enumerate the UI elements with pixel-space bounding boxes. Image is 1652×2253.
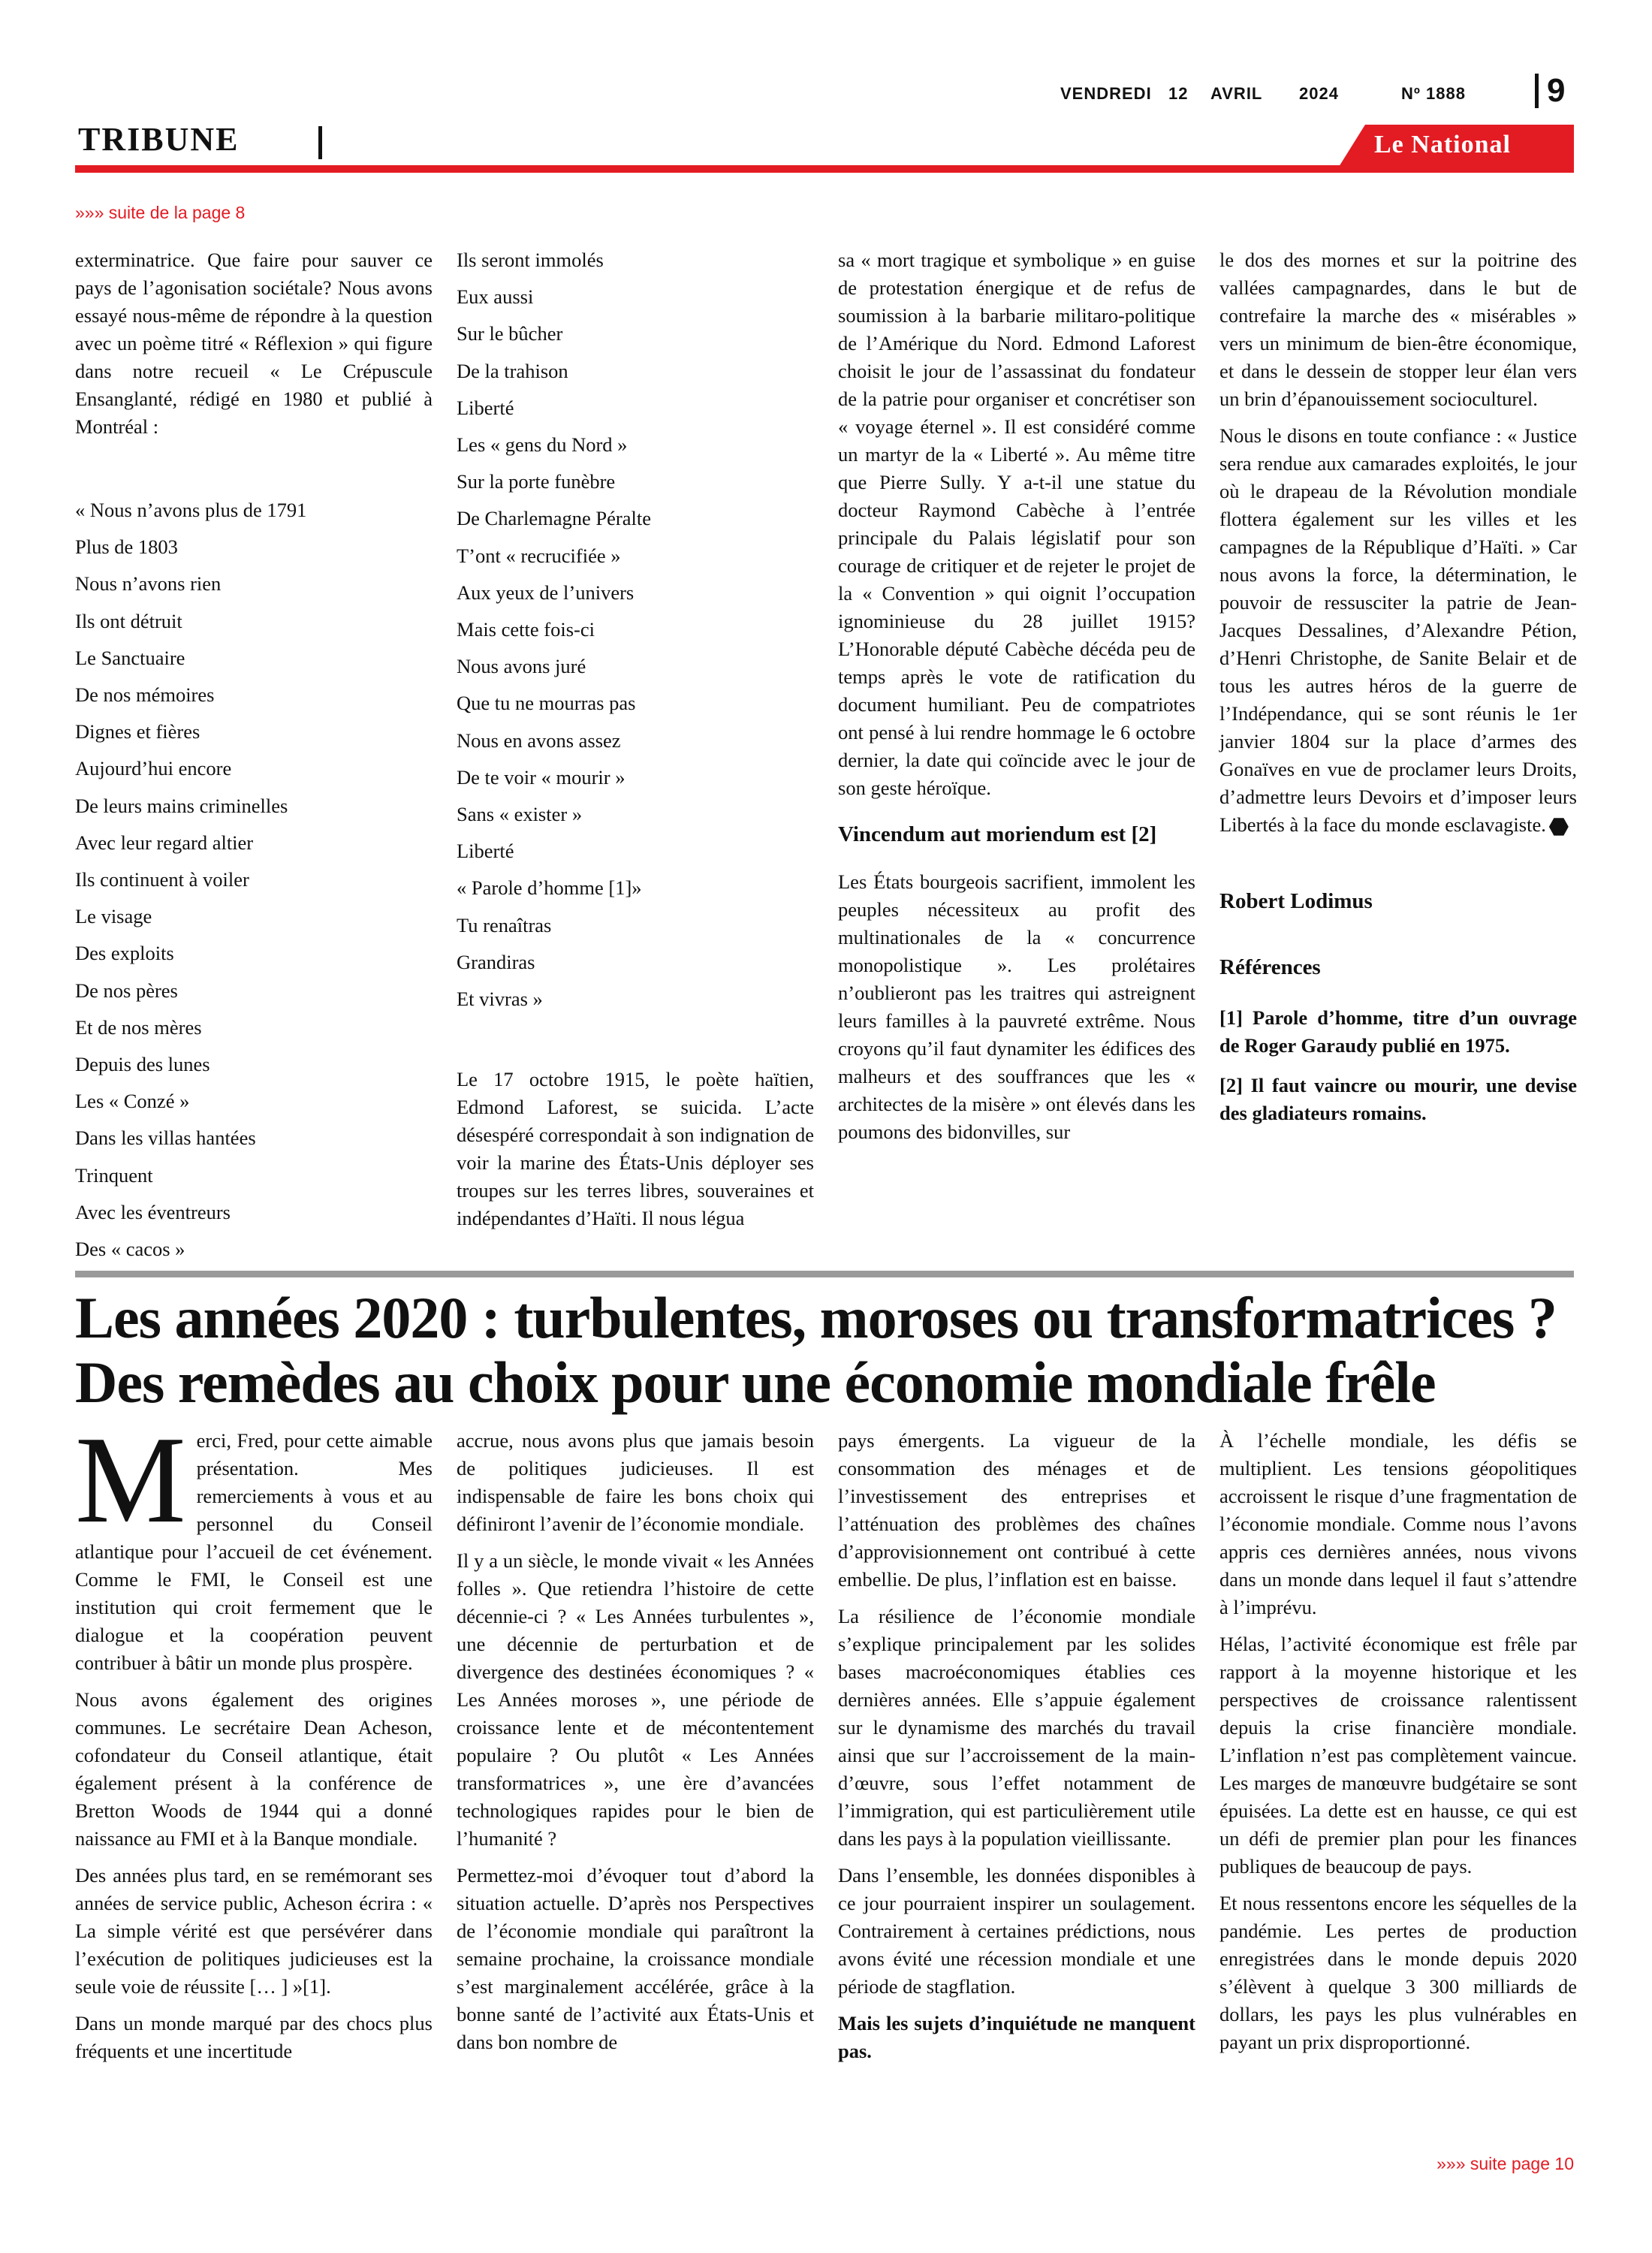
article2-column-4 (1219, 1427, 1577, 2056)
poem-line: Et de nos mères (75, 1015, 202, 1039)
article2-paragraph-9: La résilience de l’économie mondiale s’explique principalement par les solides bases macroéconomiques établies ces dernières années. Elle s’appuie également sur le dynamisme des marchés du travail ainsi que sur l’accroissement de la main-d’œuvre, sous l’effet notamment de l’immigration, qui est particulièrement utile dans les pays à la population vieillissante. (838, 1605, 1195, 1850)
drop-cap: M (75, 1410, 186, 1549)
article2-headline: Les années 2020 : turbulentes, moroses ou transformatrices ? Des remèdes au choix pour une économie mondiale frêle (75, 1285, 1557, 1415)
article1-column-2 (457, 242, 814, 1232)
poem-line: Grandiras (457, 950, 535, 973)
poem-line: Liberté (457, 840, 514, 863)
article1-column-3 (838, 246, 1195, 1146)
poem-line: T’ont « recrucifiée » (457, 544, 621, 567)
article2-paragraph-10: Dans l’ensemble, les données disponibles à ce jour pourraient inspirer un soulagement. Contrairement à certaines prédictions, nous avons évité une récession mondiale et une période de stagflation. (838, 1864, 1195, 1998)
article2-paragraph-2: Nous avons également des origines communes. Le secrétaire Dean Acheson, cofondateur du Conseil atlantique, était également présent à la conférence de Bretton Woods de 1944 qui a donné naissance au FMI et à la Banque mondiale. (75, 1688, 433, 1850)
article1-laforest-paragraph: Le 17 octobre 1915, le poète haïtien, Edmond Laforest, se suicida. L’acte désespéré correspondait à son indignation de voir la marine des États-Unis déployer ses troupes sur les terres libres, souveraines et indépendantes d’Haïti. Il nous légua (457, 1068, 814, 1230)
article2-paragraph-6: Il y a un siècle, le monde vivait « les Années folles ». Que retiendra l’histoire de cette décennie-ci ? « Les Années turbulentes », une décennie de perturbation et de divergence des destinées économiques ? « Les Années moroses », une période de croissance lente et de mécontentement populaire ? Ou plutôt « Les Années transformatrices », une ère d’avancées technologiques rapides pour le bien de l’humanité ? (457, 1549, 814, 1850)
section-divider (318, 126, 322, 159)
poem-line: Plus de 1803 (75, 535, 178, 559)
poem-line: Le Sanctuaire (75, 646, 185, 669)
article1-paragraph-4a: le dos des mornes et sur la poitrine des vallées campagnardes, dans le but de contrefaire la marche des « misérables » vers un minimum de bien-être économique, et dans le dessein de stopper leur élan vers un brin d’épanouissement socioculturel. (1219, 249, 1577, 410)
continued-from-link[interactable]: »»» suite de la page 8 (75, 203, 246, 222)
article1-subheading: Vincendum aut moriendum est [2] (838, 822, 1157, 846)
poem-line: Avec leur regard altier (75, 831, 254, 854)
poem-line: Dans les villas hantées (75, 1126, 256, 1150)
poem-line: Nous en avons assez (457, 728, 621, 752)
poem-line: Dignes et fières (75, 720, 200, 743)
end-of-article-icon (1549, 817, 1569, 837)
section-title: TRIBUNE (78, 121, 240, 158)
poem-line: Nous n’avons rien (75, 572, 222, 596)
poem-line: Les « gens du Nord » (457, 433, 628, 457)
poem-line: Ils seront immolés (457, 249, 604, 271)
article1-column-1 (75, 246, 433, 1268)
article2-column-2 (457, 1427, 814, 2056)
poem-line: Ils ont détruit (75, 609, 182, 632)
brand-name: Le National (1374, 131, 1511, 158)
article2-paragraph-14: Et nous ressentons encore les séquelles de la pandémie. Les pertes de production enregistrées dans le monde depuis 2020 s’élèvent à quelque 3 300 milliards de dollars, les pays les plus vulnérables en payant un prix disproportionné. (1219, 1892, 1577, 2053)
article1-column-4 (1219, 246, 1577, 1127)
poem-line: Des exploits (75, 942, 174, 965)
poem-line: Sur le bûcher (457, 322, 563, 345)
references-title: Références (1219, 955, 1321, 979)
issue-month: AVRIL (1210, 84, 1263, 103)
reference-2: [2] Il faut vaincre ou mourir, une devise des gladiateurs romains. (1219, 1074, 1577, 1124)
poem-part-1 (75, 492, 433, 1268)
article1-paragraph-3b: Les États bourgeois sacrifient, immolent les peuples nécessiteux au profit des multinationales de la « concurrence monopolistique ». Les prolétaires n’oublieront pas les traitres qui astreignent leurs familles à la pauvreté extrême. Nous croyons qu’il faut dynamiter les édifices des malheurs et des souffrances que les « architectes de la misère » ont élevés dans les poumons des bidonvilles, sur (838, 870, 1195, 1143)
article2-paragraph-3: Des années plus tard, en se remémorant ses années de service public, Acheson écrira : « La simple vérité est que persévérer dans l’exécution de politiques judicieuses est la seule voie de réussite [… ] »[1]. (75, 1864, 433, 1998)
article1-intro: exterminatrice. Que faire pour sauver ce pays de l’agonisation sociétale? Nous avons essayé nous-même de répondre à la question avec un poème titré « Réflexion » qui figure dans notre recueil « Le Crépuscule Ensanglanté, rédigé en 1980 et publié à Montréal : (75, 249, 433, 438)
article2-paragraph-1: Merci, Fred, pour cette aimable présentation. Mes remerciements à vous et au personnel du Conseil atlantique pour l’accueil de cet événement. Comme le FMI, le Conseil est une institution qui croit fermement que le dialogue et la coopération peuvent contribuer à bâtir un monde plus prospère. (75, 1410, 433, 1674)
poem-line: De te voir « mourir » (457, 765, 626, 789)
poem-line: « Nous n’avons plus de 1791 (75, 499, 307, 521)
poem-line: Tu renaîtras (457, 913, 552, 936)
continued-to-link[interactable]: »»» suite page 10 (1436, 2154, 1574, 2173)
article2-paragraph-5: accrue, nous avons plus que jamais besoin de politiques judicieuses. Il est indispensable de faire les bons choix qui définiront l’avenir de l’économie mondiale. (457, 1429, 814, 1535)
article2-paragraph-11: Mais les sujets d’inquiétude ne manquent pas. (838, 2012, 1195, 2062)
poem-line: Mais cette fois-ci (457, 618, 595, 641)
poem-line: Que tu ne mourras pas (457, 692, 636, 715)
poem-line: Liberté (457, 396, 514, 419)
author-name: Robert Lodimus (1219, 889, 1373, 913)
article2-paragraph-8: pays émergents. La vigueur de la consommation des ménages et de l’investissement des entreprises et l’atténuation des problèmes des chaînes d’approvisionnement ont contribué à cette embellie. De plus, l’inflation est en baisse. (838, 1429, 1195, 1591)
poem-line: Avec les éventreurs (75, 1200, 231, 1223)
article1-paragraph-4b: Nous le disons en toute confiance : « Justice sera rendue aux camarades exploités, le jour où le drapeau de la Révolution mondiale flottera également sur les villes et les campagnes de la République d’Haïti. » Car nous avons la force, la détermination, le pouvoir de ressusciter la patrie de Jean-Jacques Dessalines, d’Alexandre Pétion, d’Henri Christophe, de Sanite Belair et de tous les autres héros de la guerre de l’Indépendance, qui se sont réunis le 1er janvier 1804 sur la place d’armes des Gonaïves en vue de proclamer leurs Droits, d’admettre leurs Devoirs et d’imposer leurs Libertés à la face du monde esclavagiste. (1219, 424, 1577, 836)
poem-line: « Parole d’homme [1]» (457, 876, 642, 900)
poem-line: Et vivras » (457, 988, 543, 1011)
article2-paragraph-13: Hélas, l’activité économique est frêle par rapport à la moyenne historique et les perspectives de croissance ralentissent depuis la crise financière mondiale. L’inflation n’est pas complètement vaincue. Les marges de manœuvre budgétaire se sont épuisées. La dette est en hausse, ce qui est un défi de premier plan pour les finances publiques de beaucoup de pays. (1219, 1633, 1577, 1878)
article2-column-1 (75, 1410, 433, 2065)
poem-line: Eux aussi (457, 285, 534, 309)
issue-number: Nº 1888 (1401, 84, 1466, 103)
poem-line: Des « cacos » (75, 1238, 185, 1261)
issue-year: 2024 (1299, 84, 1339, 103)
article-separator (75, 1271, 1574, 1277)
reference-1: [1] Parole d’homme, titre d’un ouvrage de Roger Garaudy publié en 1975. (1219, 1006, 1577, 1057)
article1-paragraph-3a: sa « mort tragique et symbolique » en guise de protestation énergique et de refus de soumission à la barbarie militaro-politique de l’Amérique du Nord. Edmond Laforest choisit le jour de l’assassinat du fondateur de la patrie pour organiser et concrétiser son « voyage éternel ». Il est considéré comme un martyr de la « Liberté ». Au même titre que Pierre Sully. Y a-t-il une statue du docteur Raymond Cabèche à l’entrée principale du Palais législatif pour son courage de critiquer et de rejeter le projet de la « Convention » qui oignit l’occupation ignominieuse du 28 juillet 1915? L’Honorable député Cabèche décéda peu de temps après le vote de ratification du document humiliant. Peu de compatriotes ont pensé à lui rendre hommage le 6 octobre dernier, la date qui coïncide avec le jour de son geste héroïque. (838, 249, 1195, 799)
poem-line: De nos pères (75, 979, 178, 1002)
article2-paragraph-4: Dans un monde marqué par des chocs plus fréquents et une incertitude (75, 2012, 433, 2062)
poem-line: Depuis des lunes (75, 1053, 210, 1076)
poem-line: Aujourd’hui encore (75, 757, 232, 780)
poem-line: De leurs mains criminelles (75, 794, 288, 817)
article2-paragraph-7: Permettez-moi d’évoquer tout d’abord la situation actuelle. D’après nos Perspectives de l’économie mondiale qui paraîtront la semaine prochaine, la croissance mondiale s’est marginalement accélérée, grâce à la bonne santé de l’activité aux États-Unis et dans bon nombre de (457, 1864, 814, 2053)
issue-date-number: 12 (1168, 84, 1189, 103)
poem-line: Trinquent (75, 1163, 153, 1187)
poem-line: Le visage (75, 905, 152, 928)
poem-line: Nous avons juré (457, 655, 586, 678)
article2-paragraph-12: À l’échelle mondiale, les défis se multiplient. Les tensions géopolitiques accroissent le risque d’une fragmentation de l’économie mondiale. Comme nous l’avons appris ces dernières années, nous vivons dans un monde dans lequel il faut s’attendre à l’imprévu. (1219, 1429, 1577, 1618)
poem-line: Aux yeux de l’univers (457, 581, 635, 604)
poem-line: De nos mémoires (75, 683, 215, 707)
article2-column-3 (838, 1427, 1195, 2065)
poem-line: De Charlemagne Péralte (457, 507, 651, 530)
poem-part-2 (457, 242, 814, 1018)
page-number-divider (1535, 74, 1539, 108)
poem-line: Ils continuent à voiler (75, 868, 249, 891)
poem-line: Sur la porte funèbre (457, 470, 616, 493)
page-number: 9 (1547, 72, 1566, 109)
poem-line: Sans « exister » (457, 803, 583, 826)
poem-line: De la trahison (457, 359, 568, 382)
issue-day: VENDREDI (1060, 84, 1152, 103)
poem-line: Les « Conzé » (75, 1090, 190, 1113)
